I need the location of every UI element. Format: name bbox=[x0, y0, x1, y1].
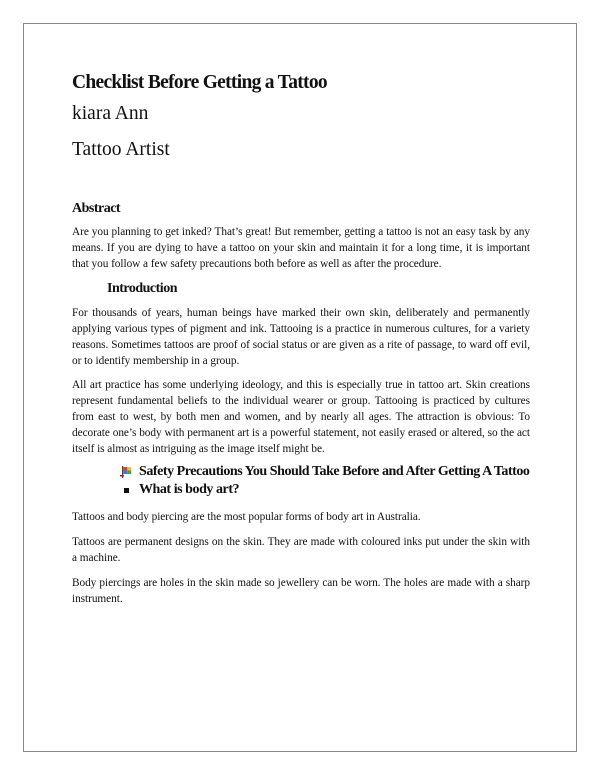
body-art-paragraph: Body piercings are holes in the skin made so jewellery can be worn. The holes are made with a sharp instrument. bbox=[72, 577, 530, 605]
list-item-text: Safety Precautions You Should Take Before and After Getting A Tattoo bbox=[139, 464, 530, 479]
square-bullet-icon bbox=[124, 488, 129, 493]
author-name: kiara Ann bbox=[72, 103, 149, 124]
list-item bbox=[72, 481, 530, 499]
abstract-text: Are you planning to get inked? That’s great! But remember, getting a tattoo is not an easy task by any means. If you are dying to have a tattoo on your skin and maintain it for a long time, it is important that you follow a few safety precautions both before as well as after the procedure. bbox=[72, 226, 530, 270]
list-item bbox=[72, 463, 530, 481]
abstract-heading: Abstract bbox=[72, 201, 121, 216]
body-art-paragraph: Tattoos are permanent designs on the skin. They are made with coloured inks put under the skin with a machine. bbox=[72, 536, 530, 564]
colored-flag-bullet-icon bbox=[120, 466, 132, 478]
introduction-paragraph: All art practice has some underlying ideology, and this is especially true in tattoo art. Skin creations represent fundamental beliefs to the individual wearer or group. Tattooing is practiced by cultures from east to west, by both men and women, and by nearly all ages. The attraction is obvious: To decorate one’s body with permanent art is a powerful statement, not easily erased or altered, so the act itself is almost as intriguing as the image itself might be. bbox=[72, 379, 530, 455]
introduction-heading: Introduction bbox=[107, 281, 177, 296]
document-page bbox=[23, 23, 577, 752]
body-art-paragraph: Tattoos and body piercing are the most popular forms of body art in Australia. bbox=[72, 511, 421, 523]
introduction-paragraph: For thousands of years, human beings have marked their own skin, deliberately and permanently applying various types of pigment and ink. Tattooing is a practice in numerous cultures, for a variety reasons. Sometimes tattoos are proof of social status or are given as a rite of passage, to ward off evil, or to identify membership in a group. bbox=[72, 307, 530, 367]
page-content bbox=[72, 70, 530, 607]
list-item-text: What is body art? bbox=[139, 482, 240, 497]
document-title: Checklist Before Getting a Tattoo bbox=[72, 72, 327, 93]
author-role: Tattoo Artist bbox=[72, 139, 170, 160]
bullet-list bbox=[72, 463, 530, 499]
